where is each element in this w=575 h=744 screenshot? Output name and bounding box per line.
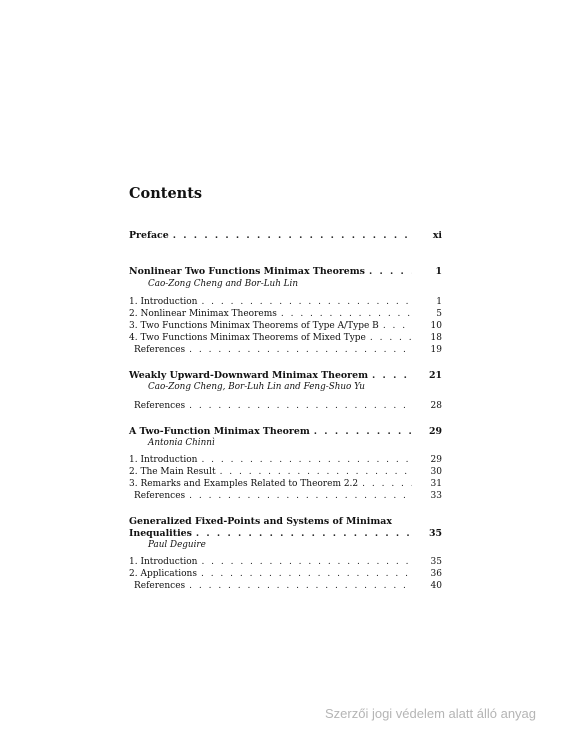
toc-section[interactable] xyxy=(129,321,442,332)
leader-dots xyxy=(189,491,412,502)
section-title: References xyxy=(134,401,186,411)
section-title: 3. Two Functions Minimax Theorems of Type A/Type B xyxy=(129,321,379,331)
leader-dots xyxy=(201,557,412,568)
chapter-authors: Cao-Zong Cheng and Bor-Luh Lin xyxy=(148,279,299,289)
section-page: 33 xyxy=(430,491,442,501)
section-page: 35 xyxy=(430,557,442,567)
section-title: References xyxy=(134,491,186,501)
leader-dots xyxy=(372,370,412,381)
chapter-authors: Antonia Chinnì xyxy=(148,438,215,448)
leader-dots xyxy=(314,426,412,437)
chapter-authors: Paul Deguire xyxy=(148,540,206,550)
section-page: 30 xyxy=(430,467,442,477)
leader-dots xyxy=(189,401,412,412)
toc-section[interactable] xyxy=(129,297,442,308)
toc-section[interactable] xyxy=(129,479,442,490)
copyright-watermark: Szerzői jogi védelem alatt álló anyag xyxy=(325,706,537,721)
leader-dots xyxy=(196,528,412,539)
section-title: References xyxy=(134,581,186,591)
section-title: 3. Remarks and Examples Related to Theorem 2.2 xyxy=(129,479,359,489)
leader-dots xyxy=(362,479,412,490)
section-title: References xyxy=(134,345,186,355)
leader-dots xyxy=(220,467,412,478)
toc-section[interactable] xyxy=(129,569,442,580)
section-title: 1. Introduction xyxy=(129,455,198,465)
chapter-title: A Two-Function Minimax Theorem xyxy=(129,426,310,437)
toc-entry-page: xi xyxy=(432,230,442,241)
leader-dots xyxy=(281,309,412,320)
section-page: 36 xyxy=(430,569,442,579)
section-page: 10 xyxy=(430,321,442,331)
chapter-title-line-1[interactable]: Generalized Fixed-Points and Systems of Minimax xyxy=(129,516,392,527)
chapter-page: 29 xyxy=(428,426,442,437)
toc-section[interactable] xyxy=(134,491,442,502)
leader-dots xyxy=(383,321,412,332)
toc-section[interactable] xyxy=(129,309,442,320)
toc-section[interactable] xyxy=(134,345,442,356)
leader-dots xyxy=(201,455,412,466)
leader-dots xyxy=(173,230,412,241)
leader-dots xyxy=(201,569,412,580)
section-page: 18 xyxy=(430,333,442,343)
section-page: 19 xyxy=(430,345,442,355)
leader-dots xyxy=(370,333,412,344)
chapter-title: Weakly Upward-Downward Minimax Theorem xyxy=(129,370,369,381)
section-title: 2. Nonlinear Minimax Theorems xyxy=(129,309,277,319)
section-page: 29 xyxy=(430,455,442,465)
toc-section[interactable] xyxy=(129,455,442,466)
section-title: 2. Applications xyxy=(129,569,197,579)
chapter-page: 21 xyxy=(428,370,442,381)
chapter-title-line-2: Inequalities xyxy=(129,528,192,539)
section-title: 4. Two Functions Minimax Theorems of Mixed Type xyxy=(129,333,366,343)
chapter-page: 1 xyxy=(435,266,442,277)
section-page: 1 xyxy=(436,297,442,307)
section-page: 40 xyxy=(430,581,442,591)
section-page: 28 xyxy=(430,401,442,411)
leader-dots xyxy=(201,297,412,308)
leader-dots xyxy=(369,266,412,277)
chapter-authors: Cao-Zong Cheng, Bor-Luh Lin and Feng-Shuo Yu xyxy=(148,382,365,392)
toc-section[interactable] xyxy=(134,401,442,412)
toc-section[interactable] xyxy=(134,581,442,592)
section-title: 1. Introduction xyxy=(129,557,198,567)
toc-entry-title: Preface xyxy=(129,230,169,241)
toc-section[interactable] xyxy=(129,333,442,344)
leader-dots xyxy=(189,345,412,356)
section-title: 2. The Main Result xyxy=(129,467,216,477)
toc-entry-preface[interactable] xyxy=(129,230,442,241)
toc-chapter-3[interactable] xyxy=(129,426,442,437)
chapter-title: Nonlinear Two Functions Minimax Theorems xyxy=(129,266,365,277)
section-page: 5 xyxy=(436,309,442,319)
toc-chapter-4[interactable] xyxy=(129,528,442,539)
chapter-page: 35 xyxy=(428,528,442,539)
leader-dots xyxy=(189,581,412,592)
section-page: 31 xyxy=(430,479,442,489)
toc-chapter-1[interactable] xyxy=(129,266,442,277)
toc-section[interactable] xyxy=(129,557,442,568)
section-title: 1. Introduction xyxy=(129,297,198,307)
contents-heading: Contents xyxy=(129,185,203,202)
toc-chapter-2[interactable] xyxy=(129,370,442,381)
toc-section[interactable] xyxy=(129,467,442,478)
